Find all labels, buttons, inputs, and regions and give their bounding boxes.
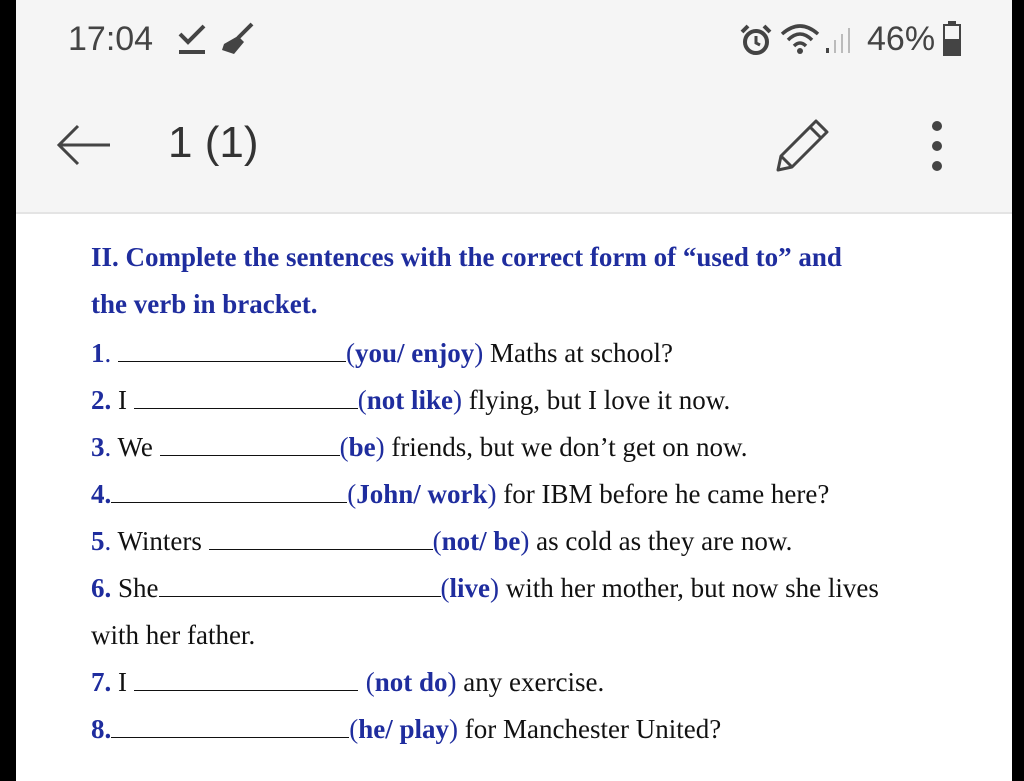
exercise-item-6: 6. She (live) with her mother, but now she lives (91, 573, 879, 603)
pencil-icon (772, 116, 832, 176)
battery-percentage: 46% (867, 20, 936, 58)
item-suffix: with her mother, but now she lives (499, 573, 879, 603)
document-title: 1 (1) (168, 118, 259, 167)
app-bar (16, 80, 1012, 214)
exercise-item-1: 1. (you/ enjoy) Maths at school? (91, 338, 673, 368)
arrow-left-icon (56, 122, 112, 168)
more-vert-icon (922, 120, 952, 172)
item-prefix: I (111, 385, 134, 415)
exercise-item-2: 2. I (not like) flying, but I love it now. (91, 385, 731, 415)
item-prefix (111, 338, 118, 368)
edit-button[interactable] (772, 116, 832, 176)
exercise-item-3: 3. We (be) friends, but we don’t get on now. (91, 432, 748, 462)
broom-icon (220, 22, 254, 56)
exercise-item-4: 4. (John/ work) for IBM before he came here? (91, 479, 830, 509)
item-number: 4. (91, 479, 112, 509)
item-number: 2. (91, 385, 112, 415)
answer-blank[interactable] (118, 339, 346, 362)
item-suffix: Maths at school? (483, 338, 673, 368)
exercise-item-7: 7. I (not do) any exercise. (91, 667, 605, 697)
item-suffix: for IBM before he came here? (496, 479, 830, 509)
back-button[interactable] (56, 122, 112, 168)
exercise-item-5: 5. Winters (not/ be) as cold as they are now. (91, 526, 793, 556)
answer-blank[interactable] (134, 386, 358, 409)
verb-hint: not like (366, 385, 454, 415)
item-number: 7. (91, 667, 112, 697)
item-suffix: flying, but I love it now. (462, 385, 731, 415)
answer-blank[interactable] (111, 480, 347, 503)
alarm-icon (740, 24, 772, 56)
exercise-item-8: 8. (he/ play) for Manchester United? (91, 714, 722, 744)
verb-hint: not/ be (441, 526, 521, 556)
status-time: 17:04 (68, 20, 154, 58)
more-options-button[interactable] (922, 120, 952, 172)
status-bar (16, 0, 1012, 80)
item-prefix: Winters (111, 526, 209, 556)
document-viewer-screen (16, 0, 1012, 781)
verb-hint: live (449, 573, 490, 603)
item-dot: . (104, 432, 112, 462)
item-dot: . (104, 338, 112, 368)
answer-blank[interactable] (134, 668, 358, 691)
item-suffix: for Manchester United? (458, 714, 722, 744)
verb-hint: be (348, 432, 376, 462)
answer-blank[interactable] (160, 433, 340, 456)
download-done-icon (176, 24, 208, 56)
exercise-item-6-continuation: with her father. (91, 620, 256, 650)
verb-hint: he/ play (358, 714, 450, 744)
item-number: 1 (91, 338, 105, 368)
item-prefix: I (111, 667, 134, 697)
verb-hint: not do (374, 667, 448, 697)
item-dot: . (104, 526, 112, 556)
exercise-heading-line-2: the verb in bracket. (91, 289, 318, 319)
item-number: 6. (91, 573, 112, 603)
item-suffix: any exercise. (456, 667, 605, 697)
wifi-icon (780, 22, 820, 56)
item-suffix: as cold as they are now. (529, 526, 793, 556)
answer-blank[interactable] (209, 527, 433, 550)
item-number: 8. (91, 714, 112, 744)
document-content (16, 214, 1012, 781)
answer-blank[interactable] (111, 715, 349, 738)
item-prefix: We (111, 432, 160, 462)
item-number: 5 (91, 526, 105, 556)
item-suffix: friends, but we don’t get on now. (384, 432, 748, 462)
answer-blank[interactable] (159, 574, 441, 597)
exercise-heading-line-1: II. Complete the sentences with the correct form of “used to” and (91, 242, 842, 272)
battery-icon (942, 20, 962, 56)
signal-icon (824, 24, 860, 54)
item-number: 3 (91, 432, 105, 462)
verb-hint: you/ enjoy (355, 338, 475, 368)
item-prefix: She (111, 573, 159, 603)
verb-hint: John/ work (356, 479, 488, 509)
